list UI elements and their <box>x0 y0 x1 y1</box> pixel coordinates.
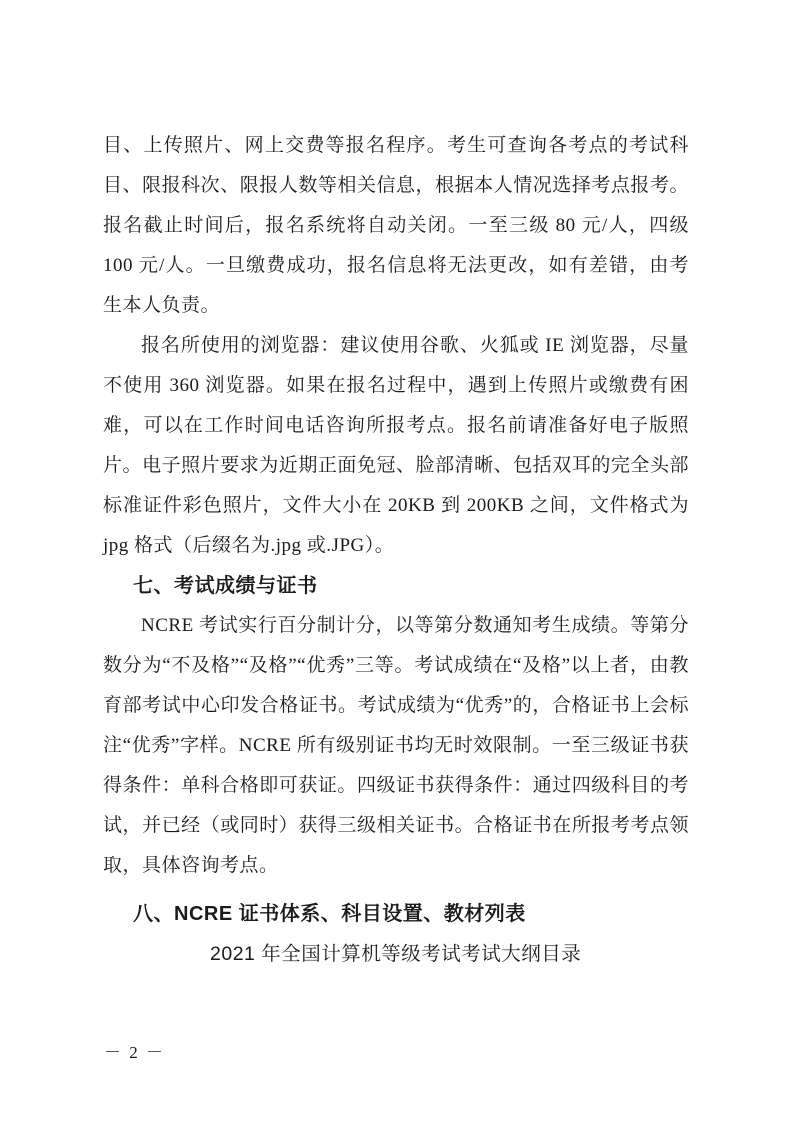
section-heading-8-certificate-system: 八、NCRE 证书体系、科目设置、教材列表 <box>133 903 526 925</box>
exam-outline-catalog-title: 2021 年全国计算机等级考试考试大纲目录 <box>210 943 582 965</box>
paragraph-scores-certificates: NCRE 考试实行百分制计分，以等第分数通知考生成绩。等第分数分为“不及格”“及格”“优秀”三等。考试成绩在“及格”以上者，由教育部考试中心印发合格证书。考试成绩为“优秀”的，合格证书上会标注“优秀”字样。NCRE 所有级别证书均无时效限制。一至三级证书获得条件：单科合格即可获证。四级证书获得条件：通过四级科目的考试，并已经（或同时）获得三级相关证书。合格证书在所报考考点领取，具体咨询考点。 <box>103 615 689 876</box>
section-heading-7-scores-certificates: 七、考试成绩与证书 <box>133 575 318 597</box>
document-content <box>103 126 689 974</box>
paragraph-browser-and-photo: 报名所使用的浏览器：建议使用谷歌、火狐或 IE 浏览器，尽量不使用 360 浏览器。如果在报名过程中，遇到上传照片或缴费有困难，可以在工作时间电话咨询所报考点。报名前请准备好电子版照片。电子照片要求为近期正面免冠、脸部清晰、包括双耳的完全头部标准证件彩色照片，文件大小在 20KB 到 200KB 之间，文件格式为 jpg 格式（后缀名为.jpg 或.JPG）。 <box>103 335 689 556</box>
paragraph-registration-procedure: 目、上传照片、网上交费等报名程序。考生可查询各考点的考试科目、限报科次、限报人数等相关信息，根据本人情况选择考点报考。报名截止时间后，报名系统将自动关闭。一至三级 80 元/人，四级 100 元/人。一旦缴费成功，报名信息将无法更改，如有差错，由考生本人负责。 <box>103 135 689 316</box>
page-number: － 2 － <box>104 1043 165 1062</box>
